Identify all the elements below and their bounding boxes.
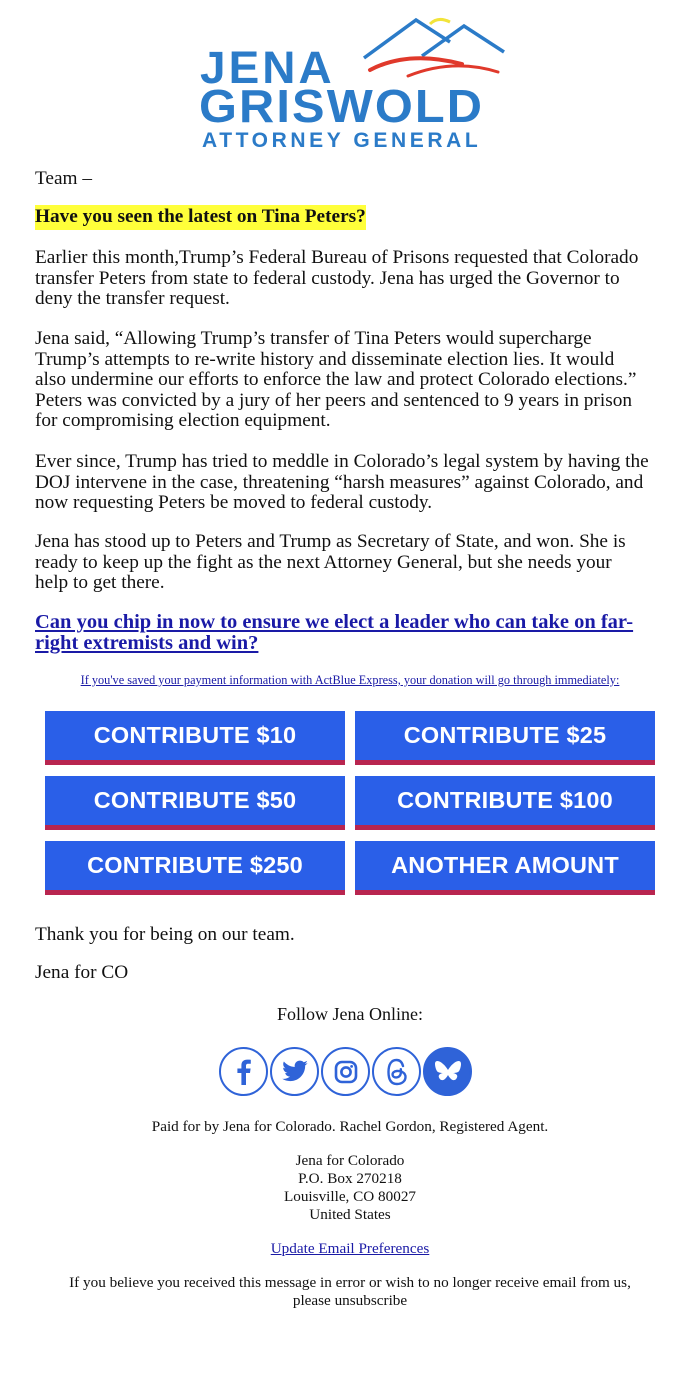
bluesky-icon bbox=[433, 1059, 463, 1085]
headline bbox=[35, 207, 675, 228]
contribute-10-button[interactable]: CONTRIBUTE $10 bbox=[45, 711, 345, 765]
logo-office: ATTORNEY GENERAL bbox=[202, 129, 482, 152]
threads-icon bbox=[384, 1057, 410, 1087]
donate-cta-link[interactable] bbox=[35, 612, 675, 654]
twitter-icon bbox=[281, 1060, 309, 1084]
facebook-icon bbox=[231, 1058, 257, 1086]
instagram-link[interactable] bbox=[321, 1047, 370, 1096]
cta-line[interactable]: right extremists and win? bbox=[35, 632, 259, 654]
unsubscribe-notice bbox=[0, 1274, 700, 1310]
headline-text: Have you seen the latest on Tina Peters? bbox=[35, 205, 366, 230]
follow-label: Follow Jena Online: bbox=[277, 1004, 423, 1024]
paragraph-line: transfer Peters from state to federal custody. Jena has urged the Governor to bbox=[35, 267, 620, 289]
actblue-express-link[interactable]: If you've saved your payment information with ActBlue Express, your donation will go through immediately: bbox=[80, 673, 620, 687]
closing-text: Thank you for being on our team. bbox=[35, 924, 295, 945]
logo-last-name: GRISWOLD bbox=[199, 80, 485, 132]
address-line: Jena for Colorado bbox=[295, 1152, 405, 1169]
cta-line[interactable]: Can you chip in now to ensure we elect a leader who can take on far- bbox=[35, 611, 634, 633]
campaign-logo bbox=[195, 12, 505, 157]
paragraph-2 bbox=[35, 329, 675, 432]
paragraph-line: also undermine our efforts to enforce the law and protect Colorado elections.” bbox=[35, 369, 637, 390]
paragraph-line: for compromising election equipment. bbox=[35, 410, 331, 431]
paragraph-line: help to get there. bbox=[35, 572, 165, 593]
bluesky-link[interactable] bbox=[423, 1047, 472, 1096]
contribute-250-button[interactable]: CONTRIBUTE $250 bbox=[45, 841, 345, 895]
paragraph-line: Jena said, “Allowing Trump’s transfer of Tina Peters would supercharge bbox=[35, 328, 592, 349]
twitter-link[interactable] bbox=[270, 1047, 319, 1096]
contribute-100-button[interactable]: CONTRIBUTE $100 bbox=[355, 776, 655, 830]
greeting: Team – bbox=[35, 168, 93, 189]
paragraph-line: Peters was convicted by a jury of her peers and sentenced to 9 years in prison bbox=[35, 389, 632, 411]
instagram-icon bbox=[333, 1059, 359, 1085]
mountains-icon bbox=[358, 12, 506, 82]
paragraph-line: Trump’s attempts to re-write history and disseminate election lies. It would bbox=[35, 348, 615, 370]
signature: Jena for CO bbox=[35, 962, 129, 983]
logo-first-name: JENA bbox=[200, 42, 335, 93]
another-amount-button[interactable]: ANOTHER AMOUNT bbox=[355, 841, 655, 895]
update-email-preferences-link[interactable] bbox=[0, 1240, 700, 1258]
paragraph-line: DOJ intervene in the case, threatening “harsh measures” against Colorado, and bbox=[35, 471, 644, 493]
facebook-link[interactable] bbox=[219, 1047, 268, 1096]
contribute-50-button[interactable]: CONTRIBUTE $50 bbox=[45, 776, 345, 830]
address-line: Louisville, CO 80027 bbox=[283, 1188, 417, 1205]
paragraph-3 bbox=[35, 452, 675, 514]
address-line: P.O. Box 270218 bbox=[298, 1170, 402, 1187]
paid-for-disclaimer: Paid for by Jena for Colorado. Rachel Gordon, Registered Agent. bbox=[151, 1118, 549, 1135]
paragraph-line: Earlier this month,Trump’s Federal Bureau of Prisons requested that Colorado bbox=[35, 247, 639, 268]
paragraph-1 bbox=[35, 248, 675, 310]
preferences-link-text[interactable]: Update Email Preferences bbox=[270, 1240, 430, 1257]
unsubscribe-link[interactable]: please unsubscribe bbox=[292, 1292, 408, 1309]
paragraph-line: Ever since, Trump has tried to meddle in Colorado’s legal system by having the bbox=[35, 451, 649, 472]
paragraph-line: now requesting Peters be moved to federal custody. bbox=[35, 492, 433, 513]
paragraph-line: deny the transfer request. bbox=[35, 288, 230, 309]
contribute-25-button[interactable]: CONTRIBUTE $25 bbox=[355, 711, 655, 765]
paragraph-line: Jena has stood up to Peters and Trump as Secretary of State, and won. She is bbox=[35, 531, 626, 552]
paragraph-4 bbox=[35, 532, 675, 594]
paragraph-line: ready to keep up the fight as the next Attorney General, but she needs your bbox=[35, 551, 612, 573]
threads-link[interactable] bbox=[372, 1047, 421, 1096]
unsubscribe-line: If you believe you received this message in error or wish to no longer receive email from us, bbox=[69, 1274, 631, 1291]
mailing-address bbox=[0, 1152, 700, 1224]
address-line: United States bbox=[309, 1206, 391, 1223]
social-links bbox=[219, 1047, 472, 1099]
